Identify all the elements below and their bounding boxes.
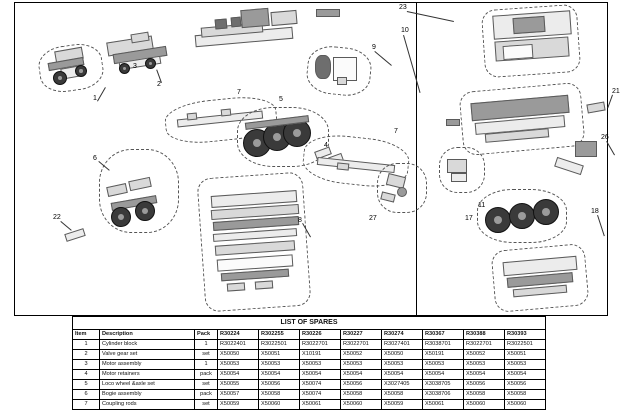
cell-pn-8: R3022501 (505, 340, 546, 350)
part-26-rod (554, 157, 584, 175)
cell-pn-8: X50053 (505, 360, 546, 370)
part-cab (240, 8, 269, 28)
cell-pn-7: R3022701 (464, 340, 505, 350)
part-detail-27b (397, 187, 407, 197)
cell-pn-2: X50051 (259, 350, 300, 360)
table-row (73, 380, 546, 390)
cell-pack: pack (195, 370, 218, 380)
cell-item: 5 (73, 380, 100, 390)
cell-item: 7 (73, 400, 100, 410)
callout-23: 23 (399, 4, 407, 11)
cell-pn-2: X50054 (259, 370, 300, 380)
part-21-detail (586, 102, 605, 114)
header-r30393: R30393 (505, 330, 546, 340)
cell-pn-5: R3027401 (382, 340, 423, 350)
cell-item: 4 (73, 370, 100, 380)
cell-pn-3: X50074 (300, 380, 341, 390)
cell-pn-2: X50056 (259, 380, 300, 390)
cell-pack: set (195, 400, 218, 410)
cell-pn-6: X50054 (423, 370, 464, 380)
callout-3: 3 (133, 63, 137, 70)
cell-pn-3: X50074 (300, 390, 341, 400)
cell-pn-6: X3038706 (423, 390, 464, 400)
cell-pn-6: X3038705 (423, 380, 464, 390)
part-tender-coal-space (512, 16, 545, 34)
header-pack: Pack (195, 330, 218, 340)
cell-pn-7: X50054 (464, 370, 505, 380)
cell-pn-4: X50053 (341, 360, 382, 370)
callout-18: 18 (591, 208, 599, 215)
header-item: Item (73, 330, 100, 340)
cell-pn-1: X50053 (218, 360, 259, 370)
leader-line-10 (403, 35, 420, 93)
cell-pn-2: X50058 (259, 390, 300, 400)
callout-5: 5 (279, 96, 283, 103)
cell-description: Bogie assembly (100, 390, 195, 400)
cell-item: 3 (73, 360, 100, 370)
callout-26: 26 (601, 134, 609, 141)
leader-line-26 (606, 141, 615, 155)
cell-pn-3: X50061 (300, 400, 341, 410)
cell-pn-3: X50054 (300, 370, 341, 380)
part-26-detail (575, 141, 597, 157)
cell-pn-1: X50057 (218, 390, 259, 400)
panel-divider (416, 3, 417, 315)
spares-table-wrap (72, 316, 572, 410)
cell-pn-2: X50060 (259, 400, 300, 410)
leader-line-21 (607, 95, 613, 108)
cell-pn-4: R3022701 (341, 340, 382, 350)
cell-pack: set (195, 350, 218, 360)
callout-7b: 7 (394, 128, 398, 135)
callout-6: 6 (93, 155, 97, 162)
callout-22: 22 (53, 214, 61, 221)
spares-table (72, 316, 546, 410)
table-row (73, 350, 546, 360)
cell-description: Loco wheel &axle set (100, 380, 195, 390)
part-bogie-wheel-2 (135, 201, 155, 221)
header-r30226: R30226 (300, 330, 341, 340)
cell-pn-6: X50191 (423, 350, 464, 360)
cell-pn-7: X50053 (464, 360, 505, 370)
cell-pn-1: X50055 (218, 380, 259, 390)
cell-pn-8: X50058 (505, 390, 546, 400)
cell-pn-8: X50056 (505, 380, 546, 390)
leader-line-22 (60, 221, 71, 231)
cell-pn-5: X50054 (382, 370, 423, 380)
part-tender-wheel-1 (485, 207, 511, 233)
part-motor-tab (337, 77, 347, 85)
part-frame-clip-1 (227, 282, 246, 291)
part-motor-body (315, 55, 331, 79)
cell-pn-8: X50051 (505, 350, 546, 360)
cell-pn-4: X50054 (341, 370, 382, 380)
header-r30388: R30388 (464, 330, 505, 340)
callout-10: 10 (401, 27, 409, 34)
part-wheel-c (119, 63, 130, 74)
part-rod-pin-3 (337, 162, 350, 170)
cell-pn-4: X50056 (341, 380, 382, 390)
callout-2: 2 (157, 81, 161, 88)
cell-pack: set (195, 380, 218, 390)
cell-pn-5: X50058 (382, 390, 423, 400)
callout-7a: 7 (237, 89, 241, 96)
cell-item: 2 (73, 350, 100, 360)
header-r30224: R30224 (218, 330, 259, 340)
cell-pn-7: X50052 (464, 350, 505, 360)
part-small-10 (446, 119, 460, 126)
cell-pn-5: X50059 (382, 400, 423, 410)
cell-pn-5: X3027405 (382, 380, 423, 390)
part-tender-insert (503, 44, 534, 60)
part-wheel-a (53, 71, 67, 85)
cell-pn-4: X50060 (341, 400, 382, 410)
callout-1: 1 (93, 95, 97, 102)
cell-pn-7: X50056 (464, 380, 505, 390)
table-title-row (73, 317, 546, 330)
cell-pn-6: X50061 (423, 400, 464, 410)
header-r30274: R30274 (382, 330, 423, 340)
callout-8: 8 (298, 217, 302, 224)
cell-pn-1: X50059 (218, 400, 259, 410)
cell-item: 6 (73, 390, 100, 400)
header-r30227: R30227 (341, 330, 382, 340)
cell-pack: 1 (195, 360, 218, 370)
table-row (73, 340, 546, 350)
header-r30367: R30367 (423, 330, 464, 340)
part-11a (447, 159, 467, 173)
cell-pn-1: X50054 (218, 370, 259, 380)
cell-description: Motor assembly (100, 360, 195, 370)
callout-21: 21 (612, 88, 620, 95)
part-tender-front (270, 10, 297, 26)
cell-pn-3: X10191 (300, 350, 341, 360)
leader-line-18 (597, 215, 605, 236)
table-title: LIST OF SPARES (73, 317, 546, 330)
cell-item: 1 (73, 340, 100, 350)
exploded-diagram (14, 2, 620, 316)
part-rod-pin-2 (221, 108, 232, 116)
cell-pn-4: X50052 (341, 350, 382, 360)
cell-pn-4: X50058 (341, 390, 382, 400)
cell-pack: pack (195, 390, 218, 400)
cell-pn-7: X50058 (464, 390, 505, 400)
cell-pn-8: X50060 (505, 400, 546, 410)
cell-pn-7: X50060 (464, 400, 505, 410)
cell-pn-1: R3022401 (218, 340, 259, 350)
part-safety-valve (231, 17, 242, 28)
cell-pn-6: X50053 (423, 360, 464, 370)
cell-pack: 1 (195, 340, 218, 350)
part-rod-pin-1 (187, 112, 198, 120)
callout-4: 4 (324, 142, 328, 149)
callout-9: 9 (372, 44, 376, 51)
cell-pn-8: X50054 (505, 370, 546, 380)
part-small-bracket-22 (64, 228, 85, 242)
callout-17: 17 (465, 215, 473, 222)
table-row (73, 390, 546, 400)
cell-pn-5: X50050 (382, 350, 423, 360)
cell-pn-1: X50050 (218, 350, 259, 360)
table-row (73, 370, 546, 380)
part-frame-clip-2 (255, 280, 274, 289)
header-description: Description (100, 330, 195, 340)
part-11b (451, 173, 467, 182)
cell-description: Motor retainers (100, 370, 195, 380)
cell-pn-2: R3022501 (259, 340, 300, 350)
leader-line-1 (97, 87, 106, 101)
part-wheel-d (145, 58, 156, 69)
callout-11: 11 (478, 202, 486, 209)
part-tender-wheel-3 (533, 199, 559, 225)
part-wheel-b (75, 65, 87, 77)
cell-description: Valve gear set (100, 350, 195, 360)
table-row (73, 360, 546, 370)
callout-27: 27 (369, 215, 377, 222)
cell-pn-5: X50053 (382, 360, 423, 370)
part-tender-wheel-2 (509, 203, 535, 229)
cell-pn-6: R3038701 (423, 340, 464, 350)
leader-line-23 (407, 11, 454, 22)
part-coupling-23 (316, 9, 340, 17)
cell-description: Cylinder block (100, 340, 195, 350)
cell-pn-3: R3022701 (300, 340, 341, 350)
cell-pn-2: X50053 (259, 360, 300, 370)
cell-pn-3: X50053 (300, 360, 341, 370)
cell-description: Coupling rods (100, 400, 195, 410)
table-header-row (73, 330, 546, 340)
leader-line-9 (374, 51, 391, 66)
part-dome (215, 18, 228, 29)
table-row (73, 400, 546, 410)
part-bogie-wheel-1 (111, 207, 131, 227)
header-r302255: R302255 (259, 330, 300, 340)
